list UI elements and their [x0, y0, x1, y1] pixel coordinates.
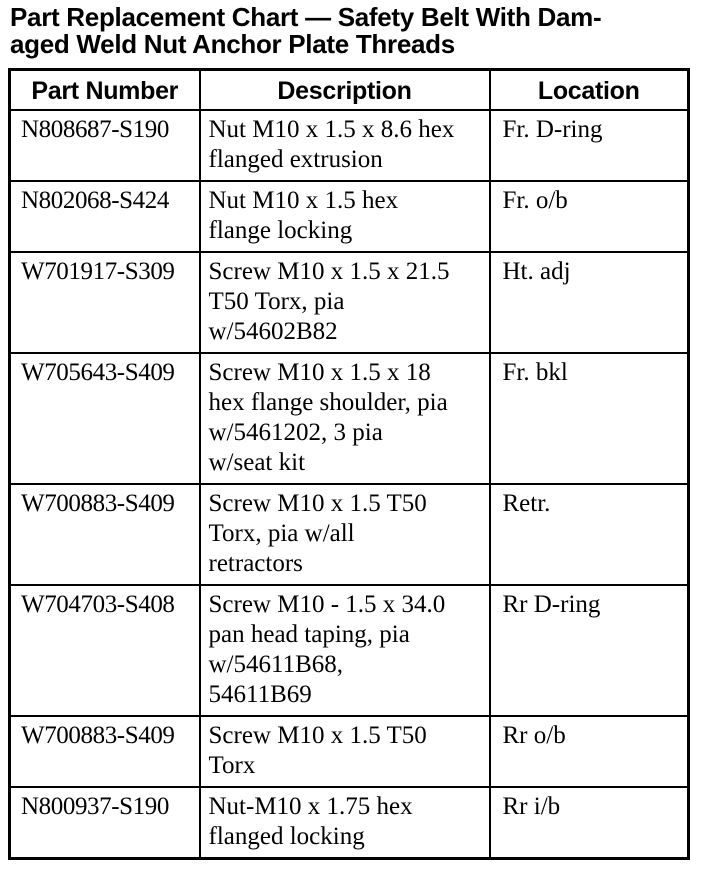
table-header	[10, 70, 689, 111]
description-line: w/seat kit	[208, 449, 306, 476]
description-cell	[200, 484, 490, 585]
chart-title-line-2: aged Weld Nut Anchor Plate Threads	[10, 29, 455, 59]
location-cell: Fr. bkl	[490, 353, 689, 484]
table-row	[10, 353, 689, 484]
chart-title	[10, 4, 690, 58]
part-number-cell: W700883-S409	[10, 484, 200, 585]
description-line: Screw M10 x 1.5 x 21.5	[208, 258, 450, 285]
description-cell	[200, 353, 490, 484]
header-part-number: Part Number	[10, 70, 200, 111]
description-cell	[200, 110, 490, 181]
table-row	[10, 716, 689, 787]
location-cell: Rr o/b	[490, 716, 689, 787]
description-line: 54611B69	[208, 681, 312, 708]
description-line: w/54602B82	[208, 318, 338, 345]
part-number-cell: N808687-S190	[10, 110, 200, 181]
table-row	[10, 787, 689, 859]
part-number-cell: W705643-S409	[10, 353, 200, 484]
table-row	[10, 484, 689, 585]
description-cell	[200, 585, 490, 716]
table-row	[10, 110, 689, 181]
description-line: hex flange shoulder, pia	[208, 389, 448, 416]
description-line: w/5461202, 3 pia	[208, 419, 383, 446]
description-line: flanged extrusion	[208, 146, 383, 173]
part-number-cell: W700883-S409	[10, 716, 200, 787]
part-number-cell: W704703-S408	[10, 585, 200, 716]
part-number-cell: N800937-S190	[10, 787, 200, 859]
table-row	[10, 585, 689, 716]
description-line: retractors	[208, 550, 303, 577]
description-line: Screw M10 x 1.5 x 18	[208, 359, 431, 386]
description-line: Nut M10 x 1.5 hex	[208, 187, 399, 214]
header-description: Description	[200, 70, 490, 111]
location-cell: Fr. D-ring	[490, 110, 689, 181]
location-cell: Rr D-ring	[490, 585, 689, 716]
description-line: T50 Torx, pia	[208, 288, 345, 315]
description-line: Nut M10 x 1.5 x 8.6 hex	[208, 116, 455, 143]
description-line: flange locking	[208, 217, 353, 244]
description-line: w/54611B68,	[208, 651, 343, 678]
table-row	[10, 252, 689, 353]
description-line: flanged locking	[208, 823, 365, 850]
description-cell	[200, 716, 490, 787]
header-location: Location	[490, 70, 689, 111]
description-line: Nut-M10 x 1.75 hex	[208, 793, 413, 820]
description-cell	[200, 181, 490, 252]
chart-title-line-1: Part Replacement Chart — Safety Belt With Dam-	[10, 2, 602, 32]
description-cell	[200, 252, 490, 353]
description-cell	[200, 787, 490, 859]
description-line: Torx, pia w/all	[208, 520, 355, 547]
header-row	[10, 70, 689, 111]
table-body	[10, 110, 689, 859]
location-cell: Rr i/b	[490, 787, 689, 859]
description-line: pan head taping, pia	[208, 621, 410, 648]
location-cell: Ht. adj	[490, 252, 689, 353]
description-line: Screw M10 x 1.5 T50	[208, 490, 427, 517]
part-number-cell: W701917-S309	[10, 252, 200, 353]
table-row	[10, 181, 689, 252]
part-replacement-table	[8, 68, 690, 860]
location-cell: Retr.	[490, 484, 689, 585]
description-line: Torx	[208, 752, 256, 779]
part-number-cell: N802068-S424	[10, 181, 200, 252]
description-line: Screw M10 x 1.5 T50	[208, 722, 427, 749]
description-line: Screw M10 - 1.5 x 34.0	[208, 591, 446, 618]
location-cell: Fr. o/b	[490, 181, 689, 252]
